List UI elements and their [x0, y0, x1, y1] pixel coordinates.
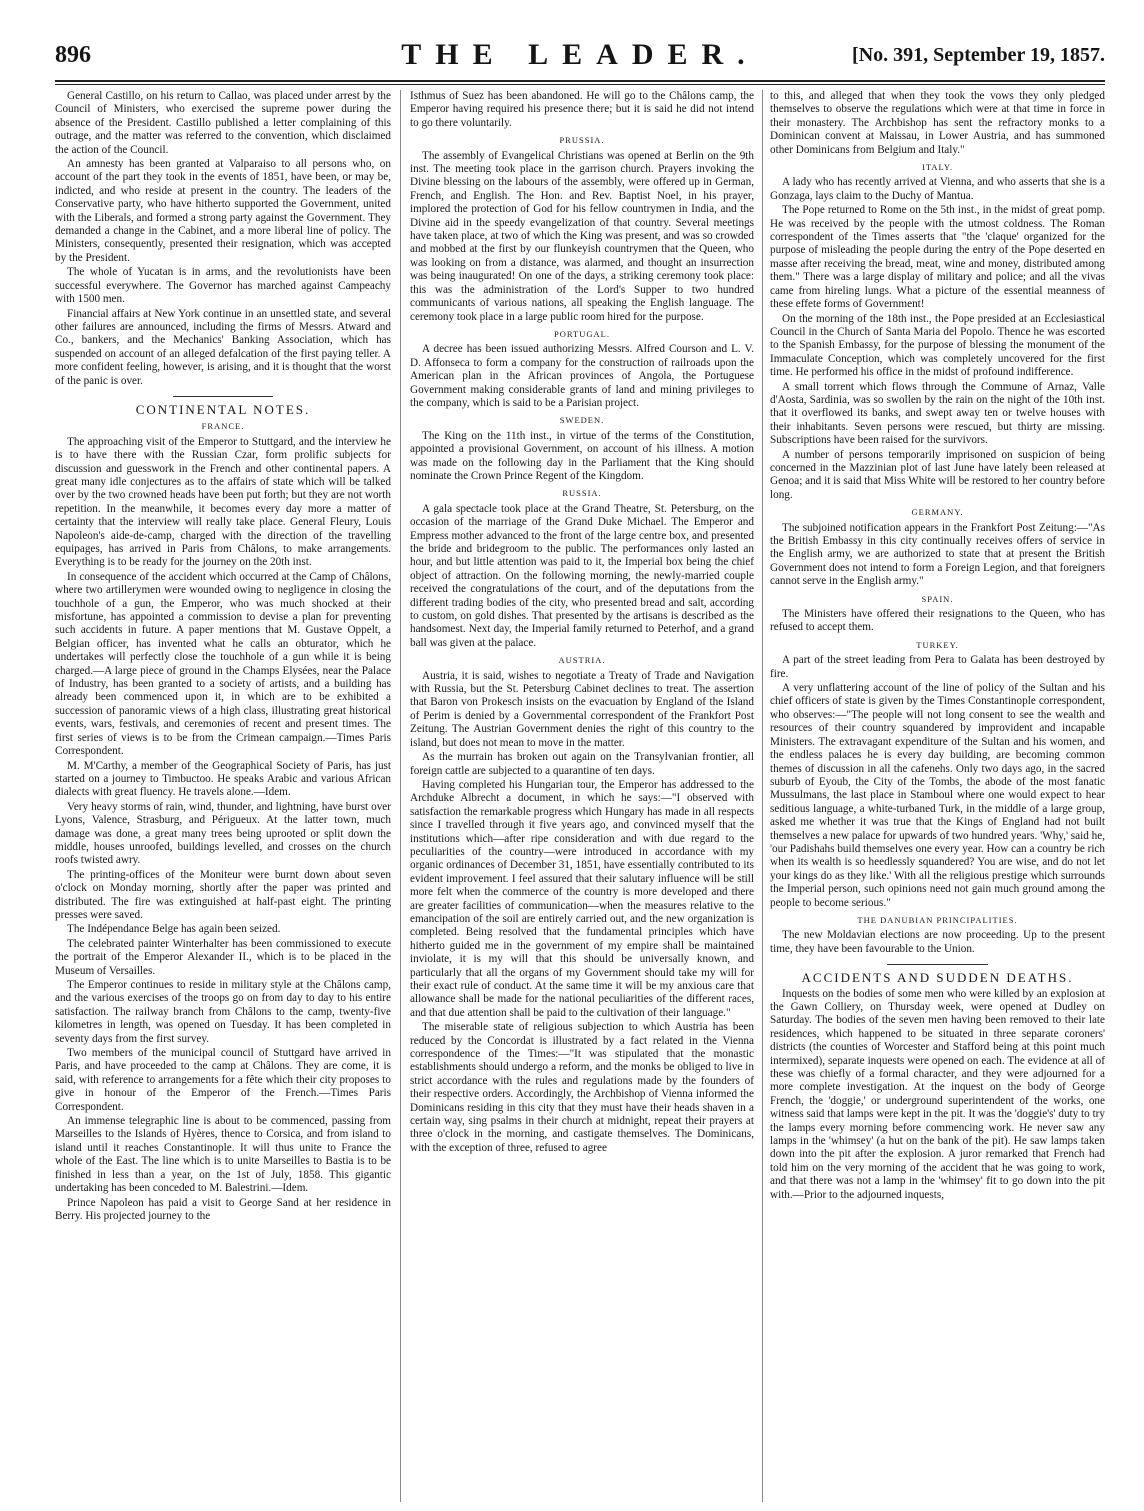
paragraph: The King on the 11th inst., in virtue of the terms of the Constitution, appointed a provisional Government, on account of his illness. A motion was made on the following day in the Parliament that the King should nominate the Crown Prince Regent of the Kingdom.: [410, 429, 754, 482]
paragraph: Inquests on the bodies of some men who were killed by an explosion at the Gawn Colliery, on Thursday week, were opened at Dudley on Saturday. The bodies of the seven men having been removed to their late residences, which happened to be situated in three separate coroners' districts (the counties of Worcester and Stafford being at this point much intermixed), separate inquests were opened on each. The evidence at all of these was chiefly of a formal character, and they were adjourned for a more complete investigation. At the inquest on the body of George French, the 'doggie,' or underground superintendent of the works, one witness said that lamps were kept in the pit. It was the 'doggie's' duty to try the lamps every morning before commencing work. He never saw any lamps in the 'whimsey' (a hut on the bank of the pit). He saw lamps taken down into the pit after the explosion. A juror remarked that French had told him on the very morning of the accident that he was going to work, and that there was not a lamp in the 'whimsey' fit to go down into the pit with.—Prior to the adjourned inquests,: [770, 987, 1105, 1201]
paragraph: The assembly of Evangelical Christians was opened at Berlin on the 9th inst. The meeting took place in the garrison church. Prayers invoking the Divine blessing on the labours of the assembly, were offered up in German, French, and English. The Hon. and Rev. Baptist Noel, in his prayer, implored the protection of God for his fellow countrymen in India, and the Divine aid in the speedy evangelization of that country. Several meetings have taken place, at two of which the King was present, and was so crowded and mobbed at the first by our flunkeyish countrymen that the Queen, who was looking on from a distance, was alarmed, and thought an insurrection was being inaugurated! On one of the days, a striking ceremony took place: this was the administration of the Lord's Supper to two hundred communicants of various nations, all speaking the English language. The ceremony took place in a large public room hired for the purpose.: [410, 149, 754, 323]
paragraph: The celebrated painter Winterhalter has been commissioned to execute the portrait of the Emperor Alexander II., which is to be placed in the Museum of Versailles.: [55, 937, 391, 977]
subheading-prussia: PRUSSIA.: [559, 135, 605, 146]
subheading-portugal: PORTUGAL.: [554, 328, 610, 339]
paragraph: An amnesty has been granted at Valparaiso to all persons who, on account of the part they took in the events of 1851, have been, or may be, indicted, and who reside at present in the country. The leaders of the Conservative party, who have hitherto supported the Government, united with the Liberals, and formed a strong party against the Government. They demanded a change in the Cabinet, and a more liberal line of policy. The Ministers, consequently, presented their resignation, which was accepted by the President.: [55, 158, 391, 264]
paragraph: The subjoined notification appears in the Frankfort Post Zeitung:—"As the British Embassy in this city continually receives offers of service in the English army, we are authorized to state that at present the British Government does not intend to form a Foreign Legion, and that foreigners cannot serve in the English army.": [770, 521, 1105, 588]
paragraph: In consequence of the accident which occurred at the Camp of Châlons, where two artillerymen were wounded owing to negligence in closing the touchhole of a gun, the Emperor, who was much shocked at their misfortune, has appointed a commission to devise a plan for preventing such accidents in future. A paper mentions that M. Gustave Oppelt, a Belgian officer, has invented what he calls an obturator, which he undertakes will perfectly close the touchhole of a gun while it is being charged.—A large piece of ground in the Champs Elysées, near the Palace of Industry, has been granted to a society of artists, and a building has already been commenced upon it, in which are to be exhibited a succession of panoramic views of a high class, illustrating great historical events, wars, festivals, and ceremonies of recent and present times. The first series of views is to be from the Crimean campaign.—Times Paris Correspondent.: [55, 570, 391, 758]
column-divider-2: [762, 90, 763, 1502]
paragraph: The Ministers have offered their resignations to the Queen, who has refused to accept them.: [770, 608, 1105, 634]
section-heading-accidents: ACCIDENTS AND SUDDEN DEATHS.: [801, 970, 1074, 986]
paragraph: Two members of the municipal council of Stuttgard have arrived in Paris, and have proceeded to the camp at Châlons. They are come, it is said, with reference to arrangements for a fête which their city proposes to give in honour of the Emperor of the French.—Times Paris Correspondent.: [55, 1047, 391, 1113]
page-number: 896: [55, 42, 91, 68]
paragraph: Austria, it is said, wishes to negotiate a Treaty of Trade and Navigation with Russia, but the St. Petersburg Cabinet declines to treat. The assertion that Baron von Prokesch insists on the evacuation by England of the Island of Perim is denied by a Governmental correspondent of the Frankfort Post Zeitung. The Austrian Government denies the right of this country to the island, but does not mean to move in the matter.: [410, 669, 754, 749]
subheading-spain: SPAIN.: [921, 593, 954, 604]
paragraph: General Castillo, on his return to Callao, was placed under arrest by the Council of Ministers, who exercised the supreme power during the absence of the President. Castillo published a letter complaining of this outrage, and the matter was referred to the convention, which disclaimed the action of the Council.: [55, 90, 391, 156]
newspaper-title: THE LEADER.: [401, 38, 759, 71]
masthead: [55, 28, 1105, 78]
paragraph: The Emperor continues to reside in military style at the Châlons camp, and the various exercises of the troops go on from day to day to his entire satisfaction. The railway branch from Châlons to the camp, twenty-five kilometres in length, was opened on Tuesday. It has been completed in seventy days from the first survey.: [55, 979, 391, 1045]
column-2: [410, 90, 754, 1502]
subheading-germany: GERMANY.: [911, 507, 964, 518]
paragraph: Very heavy storms of rain, wind, thunder, and lightning, have burst over Lyons, Valence, Strasburg, and Périgueux. At the latter town, much damage was done, a great many trees being uprooted or split down the middle, houses unroofed, buildings levelled, and crosses on the church roofs twisted awry.: [55, 800, 391, 867]
paragraph: The approaching visit of the Emperor to Stuttgard, and the interview he is to have there with the Russian Czar, form prolific subjects for discussion and guesswork in the French and other continental papers. A great many idle conjectures as to the affairs of state which will be talked over by the two crowned heads have been put forth; but they are not worth repetition. In the meanwhile, it becomes every day more a matter of certainty that the interview will really take place. General Fleury, Louis Napoleon's aide-de-camp, charged with the direction of the travelling equipages, has arrived in Paris from Châlons, to make arrangements. Everything is to be ready for the journey on the 20th inst.: [55, 435, 391, 569]
header-rule: [55, 80, 1105, 82]
paragraph: M. M'Carthy, a member of the Geographical Society of Paris, has just started on a journey to Timbuctoo. He speaks Arabic and various African dialects with great fluency. He travels alone.—Idem.: [55, 759, 391, 799]
paragraph: Prince Napoleon has paid a visit to George Sand at her residence in Berry. His projected journey to the: [55, 1196, 391, 1222]
paragraph: As the murrain has broken out again on the Transylvanian frontier, all foreign cattle are subjected to a quarantine of ten days.: [410, 751, 754, 777]
subheading-turkey: TURKEY.: [916, 639, 959, 650]
subheading-italy: ITALY.: [922, 162, 953, 173]
paragraph: An immense telegraphic line is about to be commenced, passing from Marseilles to the Islands of Hyères, thence to Corsica, and from island to island until it reaches Constantinople. It will thus unite to France the whole of the East. The line which is to unite Marseilles to Bastia is to be finished in less than a year, on the 1st of July, 1858. This gigantic undertaking has been conceded to M. Balestrini.—Idem.: [55, 1115, 391, 1195]
column-divider-1: [400, 90, 401, 1502]
paragraph: The new Moldavian elections are now proceeding. Up to the present time, they have been favourable to the Union.: [770, 929, 1105, 955]
paragraph: The whole of Yucatan is in arms, and the revolutionists have been successful everywhere. The Governor has marched against Campeachy with 1500 men.: [55, 266, 391, 306]
paragraph: A decree has been issued authorizing Messrs. Alfred Courson and L. V. D. Affonseca to form a company for the construction of railroads upon the American plan in the African provinces of Angola, the Portuguese Government making considerable grants of land and mining privileges to the company, which is said to be a Parisian project.: [410, 343, 754, 409]
paragraph: A part of the street leading from Pera to Galata has been destroyed by fire.: [770, 654, 1105, 680]
paragraph: Isthmus of Suez has been abandoned. He will go to the Châlons camp, the Emperor having required his presence there; but it is said he did not intend to go there voluntarily.: [410, 90, 754, 129]
section-rule: [173, 396, 274, 397]
subheading-sweden: SWEDEN.: [559, 415, 605, 426]
paragraph: The miserable state of religious subjection to which Austria has been reduced by the Concordat is illustrated by a fact related in the Vienna correspondence of the Times:—"It was stipulated that the monastic establishments should undergo a reform, and the monks be obliged to live in strict accordance with the rules and regulations made by the founders of their respective orders. Accordingly, the Archbishop of Vienna informed the Dominicans residing in this city that they must have their heads shaven in a certain way, sing psalms in their church at midnight, repeat their prayers at three o'clock in the morning, and castigate themselves. The Dominicans, with the exception of three, refused to agree: [410, 1021, 754, 1154]
paragraph: A gala spectacle took place at the Grand Theatre, St. Petersburg, on the occasion of the marriage of the Grand Duke Michael. The Emperor and Empress mother advanced to the front of the large centre box, and presented the bride and bridegroom to the public. The performances only lasted an hour, and but little attention was paid to it, the Imperial box being the chief object of attraction. On the following morning, the newly-married couple received the congratulations of the court, and of the deputations from the different trading bodies of the city, who presented bread and salt, according to custom, on gold dishes. That presented by the artisans is described as the handsomest. Next day, the Imperial family returned to Peterhof, and a grand ball was given at the palace.: [410, 502, 754, 649]
subheading-france: FRANCE.: [201, 421, 245, 432]
paragraph: A small torrent which flows through the Commune of Arnaz, Valle d'Aosta, Sardinia, was so swollen by the rain on the night of the 10th inst. that it overflowed its banks, and swept away ten or twelve houses with their inhabitants. Seven persons were rescued, but thirty are missing. Subscriptions have been raised for the survivors.: [770, 380, 1105, 447]
paragraph: A lady who has recently arrived at Vienna, and who asserts that she is a Gonzaga, lays claim to the Duchy of Mantua.: [770, 176, 1105, 202]
header-rule-thin: [55, 84, 1105, 85]
issue-date: [No. 391, September 19, 1857.: [852, 44, 1105, 66]
section-rule: [887, 964, 988, 965]
subheading-danubian: THE DANUBIAN PRINCIPALITIES.: [857, 914, 1018, 925]
paragraph: On the morning of the 18th inst., the Pope presided at an Ecclesiastical Council in the Church of Santa Maria del Popolo. Thence he was escorted to the Spanish Embassy, for the purpose of blessing the monument of the Immaculate Conception, which was completely uncovered for the first time. He performed his office in the midst of profound indifference.: [770, 312, 1105, 379]
paragraph: A very unflattering account of the line of policy of the Sultan and his chief officers of state is given by the Times Constantinople correspondent, who observes:—"The people will not long consent to see the wealth and resources of their country squandered by improvident and incapable Ministers. The extravagant expenditure of the Sultan and his women, and the endless palaces he is every day building, are becoming common themes of discussion in all the cafenehs. Only two days ago, in the sacred suburb of Eyoub, the City of the Tombs, the abode of the most fanatic Mussulmans, the last place in Stamboul where one would expect to hear seditious language, a white-turbaned Turk, in the middle of a large group, asked me whether it was true that the Kings of England had not built themselves a new palace for upwards of two hundred years. 'Why,' said he, 'our Padishahs build themselves one every year. How can a country be rich when its wealth is so heedlessly squandered? You are wise, and do not let your kings do as they like.' With all the religious prestige which surrounds the Imperial person, such opinions need not gain much ground among the people to become serious.": [770, 682, 1105, 909]
paragraph: The printing-offices of the Moniteur were burnt down about seven o'clock on Monday morning, shortly after the paper was printed and distributed. The fire was extinguished at half-past eight. The printing presses were saved.: [55, 868, 391, 921]
paragraph: The Pope returned to Rome on the 5th inst., in the midst of great pomp. He was received by the people with the utmost coldness. The Roman correspondent of the Times asserts that "the 'claque' organized for the purpose of misleading the people during the entry of the Pope deserted en masse after receiving the bread, meat, wine and money, distributed among them." There was a large display of military and police; and all the vivas came from hireling lungs. What a picture of the essential meanness of these effete forms of Government!: [770, 204, 1105, 311]
subheading-russia: RUSSIA.: [562, 488, 602, 499]
paragraph: Financial affairs at New York continue in an unsettled state, and several other failures are announced, including the firms of Messrs. Atward and Co., bankers, and the Mechanics' Banking Association, which has suspended on account of an alleged defalcation of the first paying teller. A more confident feeling, however, is arising, and it is thought that the worst of the panic is over.: [55, 307, 391, 387]
paragraph: to this, and alleged that when they took the vows they only pledged themselves to observe the regulations which were at that time in force in their monastery. The Archbishop has sent the refractory monks to a Dominican convent at Maissau, in Lower Austria, and has summoned other Dominicans from Belgium and Italy.": [770, 90, 1105, 156]
column-3: [770, 90, 1105, 1502]
paragraph: A number of persons temporarily imprisoned on suspicion of being concerned in the Mazzinian plot of last June have lately been released at Genoa; and it is said that Miss White will be restored to her country before long.: [770, 448, 1105, 501]
column-1: [55, 90, 391, 1502]
section-heading-continental-notes: CONTINENTAL NOTES.: [135, 401, 311, 417]
paragraph: The Indépendance Belge has again been seized.: [67, 923, 281, 936]
paragraph: Having completed his Hungarian tour, the Emperor has addressed to the Archduke Albrecht a document, in which he says:—"I observed with satisfaction the remarkable progress which Hungary has made in all respects since I travelled through it five years ago, and convinced myself that the institutions which—after ripe consideration and with due regard to the peculiarities of the country—were introduced in accordance with my organic ordinances of December 31, 1851, have essentially contributed to its evident improvement. I feel assured that their salutary influence will be still more felt when the commerce of the country is more developed and there are greater facilities of communication—when the measures relative to the emancipation of the soil are entirely carried out, and the new organization is completed. Being resolved that the fundamental principles which have hitherto guided me in the government of my empire shall be maintained inviolate, it is my will that this should be universally known, and particularly that all the organs of my Government should take my will for their exact rule of conduct. At the same time it will be my anxious care that allowance shall be made for the national peculiarities of the different races, and that due attention shall be paid to the cultivation of their language.": [410, 778, 754, 1019]
subheading-austria: AUSTRIA.: [558, 655, 606, 666]
